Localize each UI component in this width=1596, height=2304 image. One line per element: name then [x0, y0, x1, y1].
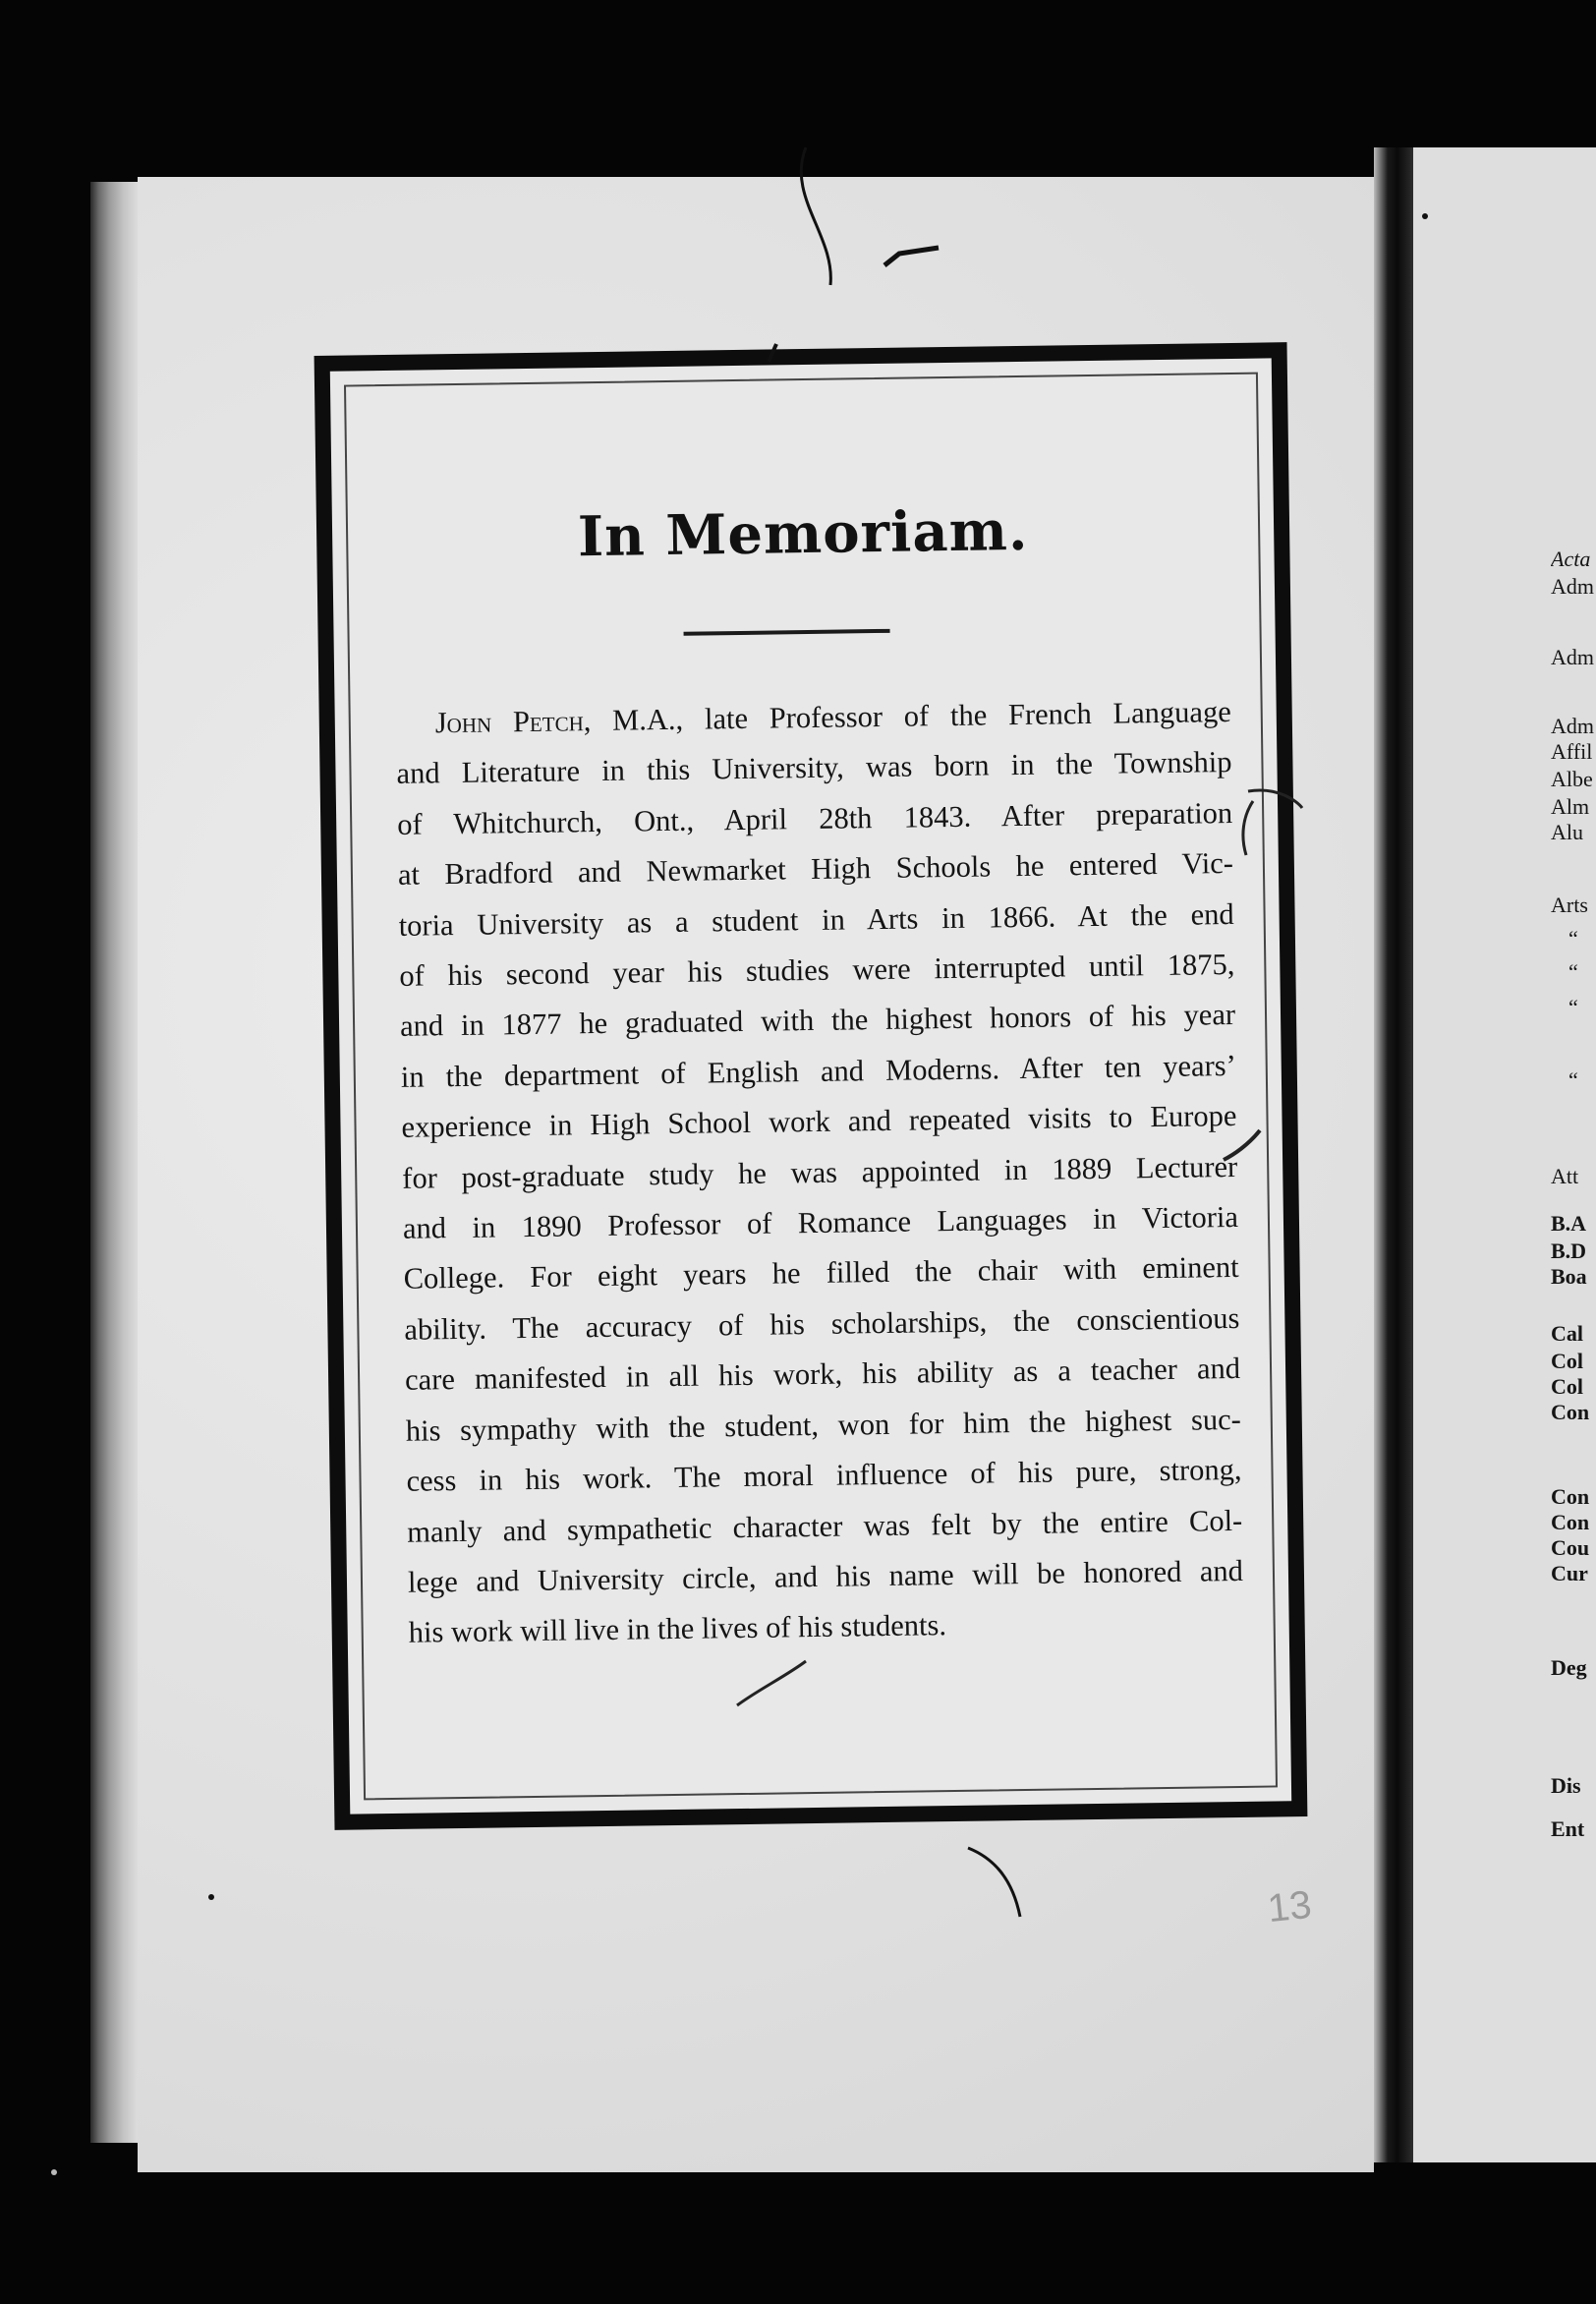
text-line: for post-graduate study he was appointed in 1889 Lecturer [402, 1149, 1238, 1195]
index-entry-fragment: “ [1568, 995, 1578, 1019]
text-line: at Bradford and Newmarket High Schools he entered Vic- [397, 846, 1234, 893]
text-line: ability. The accuracy of his scholarships, the conscientious [404, 1300, 1240, 1347]
index-entry-fragment: B.D [1551, 1238, 1587, 1263]
index-entry-fragment: Acta [1551, 547, 1591, 571]
index-entry-fragment: Alm [1551, 794, 1590, 819]
text-line: College. For eight years he filled the chair with eminent [403, 1250, 1239, 1296]
index-entry-fragment: Alu [1551, 820, 1583, 844]
text-line: John Petch, M.A., late Professor of the French Language [434, 694, 1231, 740]
name-small-caps: John Petch [434, 704, 584, 740]
index-entry-fragment: Adm [1551, 714, 1594, 738]
index-entry-fragment: “ [1568, 959, 1578, 984]
page-stack-edges [90, 182, 138, 2143]
index-entry-fragment: “ [1568, 926, 1578, 950]
text-line: of his second year his studies were interrupted until 1875, [399, 947, 1235, 993]
index-entry-fragment: Ent [1551, 1816, 1585, 1841]
index-entry-fragment: Cal [1551, 1321, 1583, 1346]
index-entry-fragment: Arts [1551, 893, 1588, 917]
text-line: lege and University circle, and his name will be honored and [407, 1553, 1244, 1599]
text-line: toria University as a student in Arts in 1866. At the end [398, 896, 1234, 943]
text-line: of Whitchurch, Ont., April 28th 1843. After preparation [397, 795, 1233, 841]
index-entry-fragment: Deg [1551, 1655, 1587, 1680]
text-line: cess in his work. The moral influence of his pure, strong, [406, 1453, 1242, 1498]
index-entry-fragment: Affil [1551, 739, 1593, 764]
index-entry-fragment: B.A [1551, 1211, 1587, 1236]
text-line: experience in High School work and repeated visits to Europe [401, 1099, 1237, 1145]
index-entry-fragment: Adm [1551, 645, 1594, 669]
text-line: and in 1890 Professor of Romance Languages in Victoria [402, 1200, 1239, 1245]
text-line: in the department of English and Moderns. After ten years’ [400, 1048, 1236, 1094]
index-entry-fragment: Adm [1551, 574, 1594, 599]
index-entry-fragment: Att [1551, 1164, 1579, 1188]
index-entry-fragment: Albe [1551, 767, 1593, 791]
index-entry-fragment: Dis [1551, 1773, 1581, 1798]
index-entry-fragment: Boa [1551, 1264, 1587, 1289]
index-entry-fragment: “ [1568, 1067, 1578, 1092]
text-line: his work will live in the lives of his students. [408, 1608, 947, 1650]
index-entry-fragment: Con [1551, 1510, 1590, 1534]
memorial-title: In Memoriam. [577, 497, 1029, 570]
text-line: his sympathy with the student, won for him the highest suc- [405, 1402, 1242, 1448]
text-line: manly and sympathetic character was felt by the entire Col- [407, 1503, 1243, 1549]
index-entry-fragment: Col [1551, 1349, 1583, 1373]
index-entry-fragment: Cur [1551, 1561, 1588, 1585]
memorial-frame [314, 342, 1308, 1830]
index-entry-fragment: Con [1551, 1484, 1590, 1509]
index-entry-fragment: Cou [1551, 1535, 1590, 1560]
text-line: care manifested in all his work, his ability as a teacher and [404, 1352, 1241, 1398]
index-entry-fragment: Con [1551, 1400, 1590, 1424]
memorial-body [395, 687, 1244, 1658]
book-gutter [1374, 147, 1413, 2162]
right-page-index-fragments [1551, 547, 1596, 1854]
handwritten-page-number: 13 [1265, 1882, 1314, 1931]
text-line: and in 1877 he graduated with the highest honors of his year [399, 998, 1236, 1044]
text-line: and Literature in this University, was born in the Township [396, 745, 1232, 791]
index-entry-fragment: Col [1551, 1374, 1583, 1399]
